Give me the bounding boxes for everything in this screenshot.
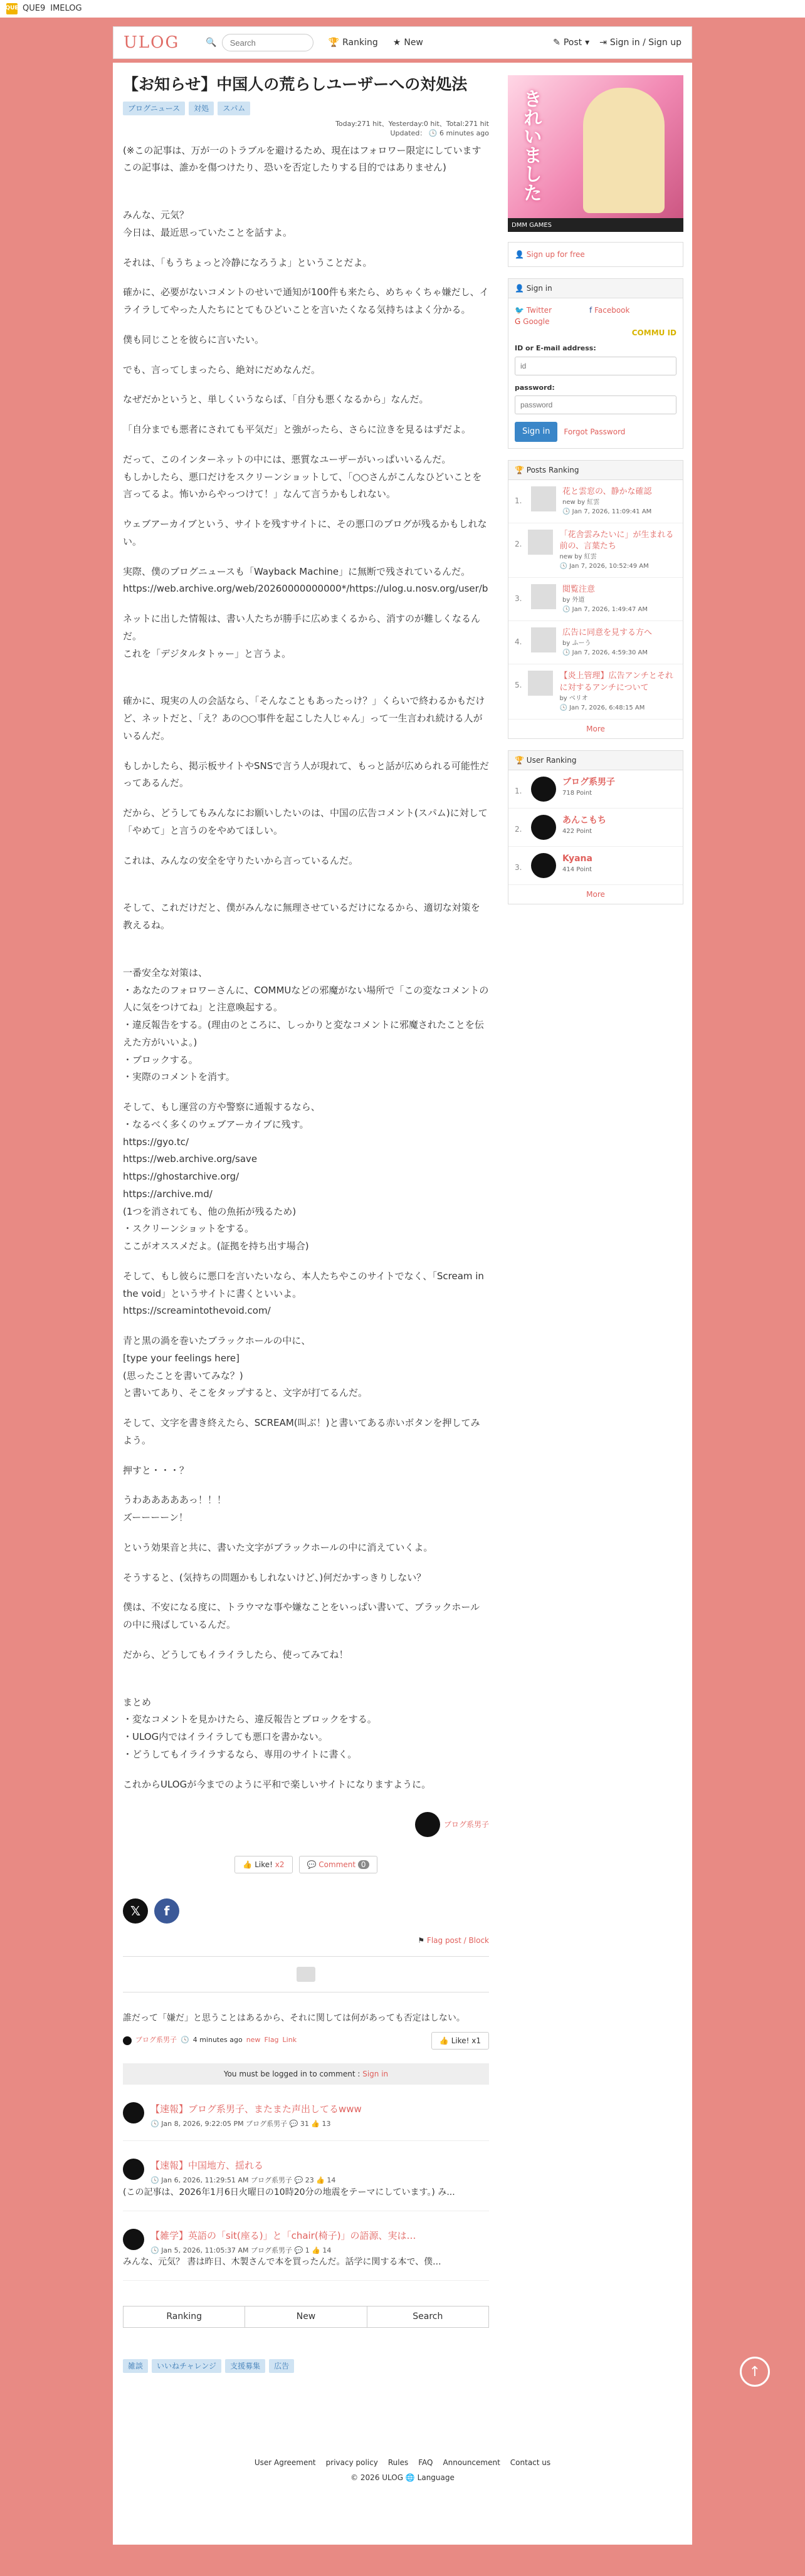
paragraph: それは、「もうちょっと冷静になろうよ」ということだよ。 bbox=[123, 256, 372, 268]
paragraph: そして、もし彼らに悪口を言いたいなら、本人たちやこのサイトでなく、「Scream in the void」というサイトに書くといいよ。 https://screamintothevoid.com/ bbox=[123, 1270, 484, 1317]
divider bbox=[123, 1956, 489, 1957]
related-post-title[interactable]: 【速報】中国地方、揺れる bbox=[150, 2160, 264, 2172]
bottom-tags bbox=[123, 2359, 489, 2373]
search-input[interactable] bbox=[222, 34, 313, 51]
footer-link[interactable]: User Agreement bbox=[254, 2458, 316, 2467]
bottom-tag[interactable]: 支援募集 bbox=[225, 2359, 265, 2373]
sidebar bbox=[508, 75, 683, 916]
flag-post-link[interactable]: ⚑ Flag post / Block bbox=[418, 1936, 489, 1945]
signup-card bbox=[508, 242, 683, 267]
topstrip-item-que9[interactable]: QUE9 bbox=[23, 4, 46, 14]
comment-author[interactable]: ブログ系男子 bbox=[135, 2036, 177, 2045]
bottom-tag[interactable]: いいねチャレンジ bbox=[152, 2359, 221, 2373]
related-post-excerpt: (この記事は、2026年1月6日火曜日の10時20分の地震をテーマにしています。) み... bbox=[123, 2187, 455, 2197]
paragraph: 押すと・・・？ bbox=[123, 1464, 189, 1476]
related-post-excerpt: みんな、元気？ 書は昨日、木製さんで本を買ったんだ。話学に関する本で、僕... bbox=[123, 2257, 441, 2268]
paragraph-gap bbox=[123, 675, 489, 693]
post-rank-author: by ふーう bbox=[562, 640, 591, 647]
paragraph: 一番安全な対策は、 ・あなたのフォロワーさんに、COMMUなどの邪魔がない場所で「この変なコメントの人に気をつけてね」と注意喚起する。 ・違反報告をする。(理由のところに、しっかりと変なコメントに邪魔されたことを伝えた方がいいよ。) ・ブロックする。 ・実際のコメントを消す。 bbox=[123, 966, 489, 1083]
article-title: 【お知らせ】中国人の荒らしユーザーへの対処法 bbox=[123, 75, 468, 93]
paragraph-gap bbox=[123, 189, 489, 207]
reaction-buttons bbox=[123, 1856, 489, 1873]
language-link[interactable]: Language bbox=[417, 2473, 455, 2482]
chevron-down-icon: ▾ bbox=[585, 37, 590, 48]
users-more-link[interactable]: More bbox=[586, 889, 605, 899]
user-rank-item[interactable] bbox=[508, 770, 683, 809]
paragraph: みんな、元気？ 今日は、最近思っていたことを話すよ。 bbox=[123, 209, 293, 238]
signin-icon: ⇥ bbox=[599, 37, 607, 48]
clock-icon: 🕓 bbox=[428, 129, 438, 138]
rank-number: 3. bbox=[515, 594, 522, 604]
new-badge: new bbox=[246, 2036, 261, 2045]
pager-search[interactable]: Search bbox=[413, 2312, 443, 2322]
post-rank-title[interactable]: 【炎上管理】広告アンチとそれに対するアンチについて bbox=[559, 671, 673, 693]
thumbs-up-icon: 👍 bbox=[439, 2036, 449, 2045]
paragraph: 確かに、現実の人の会話なら、「そんなこともあったっけ？」くらいで終わるかもだけど、ネットだと、「え？あの○○事件を起こした人じゃん」って一生言われ続ける人がいるんだ。 bbox=[123, 695, 485, 741]
tag-badge[interactable]: ブログニュース bbox=[123, 102, 185, 115]
post-thumbnail[interactable] bbox=[528, 671, 553, 696]
bottom-tag[interactable]: 雑談 bbox=[123, 2359, 148, 2373]
que-logo[interactable]: QUE bbox=[6, 3, 18, 14]
post-rank-date: 🕓 Jan 7, 2026, 1:49:47 AM bbox=[562, 606, 648, 614]
user-rank-item[interactable] bbox=[508, 847, 683, 885]
footer-link[interactable]: Contact us bbox=[510, 2458, 551, 2467]
tag-badge[interactable]: スパム bbox=[218, 102, 250, 115]
login-notice: You must be logged in to comment : Sign in bbox=[123, 2063, 489, 2085]
facebook-login[interactable]: Facebook bbox=[594, 306, 630, 315]
related-post-content bbox=[150, 2159, 335, 2186]
globe-icon: 🌐 bbox=[405, 2473, 415, 2482]
ad-banner[interactable] bbox=[508, 75, 683, 232]
pager-ranking[interactable]: Ranking bbox=[124, 2306, 245, 2327]
related-post bbox=[123, 2102, 489, 2142]
post-rank-date: 🕓 Jan 7, 2026, 11:09:41 AM bbox=[562, 508, 652, 515]
rank-number: 2. bbox=[515, 824, 522, 834]
comment-button[interactable]: 💬 Comment 0 bbox=[299, 1856, 377, 1873]
bottom-tag[interactable]: 広告 bbox=[269, 2359, 294, 2373]
paragraph-gap bbox=[123, 882, 489, 899]
paragraph: そして、これだけだと、僕がみんなに無理させているだけになるから、適切な対策を教えるね。 bbox=[123, 902, 480, 931]
comment-icon: 💬 bbox=[307, 1860, 317, 1870]
x-share-icon[interactable]: 𝕏 bbox=[123, 1898, 148, 1924]
article-stats: Today:271 hit、Yesterday:0 hit、Total:271 hit bbox=[335, 119, 489, 128]
rank-number: 1. bbox=[515, 786, 522, 795]
author-name[interactable]: ブログ系男子 bbox=[443, 1820, 489, 1830]
trophy-icon: 🏆 bbox=[515, 465, 524, 474]
footer bbox=[0, 2457, 805, 2483]
paragraph: (※この記事は、万が一のトラブルを避けるため、現在はフォロワー限定にしています この記事は、誰かを傷つけたり、恐いを否定したりする目的ではありません) bbox=[123, 144, 481, 174]
article-author[interactable] bbox=[123, 1812, 489, 1837]
rank-number: 4. bbox=[515, 637, 522, 647]
footer-link[interactable]: FAQ bbox=[418, 2458, 433, 2467]
user-rank-item[interactable] bbox=[508, 809, 683, 847]
post-rank-author: by 外道 bbox=[562, 597, 585, 604]
post-thumbnail[interactable] bbox=[528, 530, 553, 555]
rank-number: 2. bbox=[515, 539, 522, 548]
password-label: password: bbox=[515, 383, 555, 392]
related-post-meta: 🕓 Jan 5, 2026, 11:05:37 AM ブログ系男子 💬 1 👍 14 bbox=[150, 2246, 332, 2254]
nav-ranking[interactable]: 🏆 Ranking bbox=[329, 36, 378, 50]
comment-link[interactable]: Link bbox=[282, 2036, 297, 2045]
nav-new[interactable]: ★ New bbox=[393, 36, 423, 50]
star-icon: ★ bbox=[392, 37, 401, 48]
paragraph: なぜだかというと、単しくいうならば、「自分も悪くなるから」なんだ。 bbox=[123, 394, 429, 406]
paragraph: これからULOGが今までのように平和で楽しいサイトになりますように。 bbox=[123, 1778, 431, 1790]
navbar bbox=[113, 26, 692, 59]
paragraph-gap bbox=[123, 947, 489, 965]
paragraph: もしかしたら、掲示板サイトやSNSで言う人が現れて、もっと話が広められる可能性だってあるんだ。 bbox=[123, 760, 489, 789]
related-post-meta: 🕓 Jan 8, 2026, 9:22:05 PM ブログ系男子 💬 31 👍 13 bbox=[150, 2119, 331, 2128]
related-post-title[interactable]: 【速報】ブログ系男子、またまた声出してるwww bbox=[150, 2103, 362, 2115]
user-rank-info bbox=[562, 853, 592, 875]
topstrip-item-imelog[interactable]: IMELOG bbox=[50, 4, 82, 14]
user-rank-points: 414 Point bbox=[562, 866, 592, 874]
trophy-icon: 🏆 bbox=[515, 755, 524, 765]
posts-more-link[interactable]: More bbox=[586, 724, 605, 733]
like-button[interactable]: 👍 Like! x2 bbox=[234, 1856, 292, 1873]
user-rank-info bbox=[562, 815, 606, 837]
post-rank-item[interactable] bbox=[508, 664, 683, 719]
top-strip bbox=[0, 0, 805, 18]
related-avatar[interactable] bbox=[123, 2102, 144, 2123]
post-rank-info bbox=[559, 671, 676, 712]
scroll-top-icon[interactable]: ↑ bbox=[740, 2357, 770, 2387]
post-rank-item[interactable] bbox=[508, 480, 683, 523]
post-rank-item[interactable] bbox=[508, 621, 683, 664]
post-rank-info bbox=[562, 486, 651, 516]
related-post bbox=[123, 2229, 489, 2281]
paragraph: ネットに出した情報は、書い人たちが勝手に広めまくるから、消すのが難しくなるんだ。 これを「デジタルタトゥー」と言うよ。 bbox=[123, 613, 481, 659]
related-post-content bbox=[150, 2229, 416, 2256]
paragraph: そして、もし運営の方や警察に通報するなら、 ・なるべく多くのウェブアーカイブに残す。 https://gyo.tc/ https://web.archive.org/save https://ghostarchive.org/ https://archive.md/ (1つを消されても、他の魚拓が残るため) ・スクリーンショットをする。 ここがオススメだよ。(証拠を持ち出す場合) bbox=[123, 1101, 320, 1252]
nav-post[interactable]: ✎ Post ▾ bbox=[553, 36, 589, 50]
paragraph: うわあああああっ！！！ ズーーーーン！ bbox=[123, 1494, 226, 1524]
signin-card: 👤 Sign in 🐦 Twitter G Google f Facebook COMMU ID ID or E-mail address: id password: password Sign in Forgot Password bbox=[508, 278, 683, 449]
paragraph-gap bbox=[123, 1677, 489, 1694]
user-avatar[interactable] bbox=[531, 777, 556, 802]
related-posts bbox=[123, 2102, 489, 2281]
nav-signin[interactable]: ⇥ Sign in / Sign up bbox=[599, 36, 681, 50]
paragraph: 青と黒の渦を巻いたブラックホールの中に、 [type your feelings here] (思ったことを書いてみな？) と書いてあり、そこをタップすると、文字が打てるんだ。 bbox=[123, 1335, 368, 1399]
post-rank-item[interactable] bbox=[508, 578, 683, 621]
related-avatar[interactable] bbox=[123, 2159, 144, 2180]
article-meta bbox=[123, 119, 489, 139]
article-body bbox=[123, 142, 489, 1794]
post-rank-title[interactable]: 閲覧注意 bbox=[562, 585, 596, 595]
updated-label: Updated： bbox=[390, 129, 427, 138]
post-rank-author: new by 紅雲 bbox=[559, 553, 597, 561]
paragraph: これは、みんなの安全を守りたいから言っているんだ。 bbox=[123, 854, 359, 866]
facebook-share-icon[interactable]: f bbox=[154, 1898, 179, 1924]
brand-logo[interactable]: ULOG bbox=[124, 33, 180, 52]
author-avatar[interactable] bbox=[415, 1812, 440, 1837]
posts-ranking-card: 🏆 Posts Ranking 1. 花と雲窓の、静かな確認 new by 紅雲 🕓 Jan 7, 2026, 11:09:41 AM 2. 「花舎雲みたいに」が生まれる前の、言葉たち new by 紅雲 🕓 Jan 7, 2026, 10:52:49 AM 3. 閲覧注意 by 外道 🕓 Jan 7, 2026, 1:49:47 AM 4. 広告に同意を見する方へ by ふーう 🕓 Jan 7, 2026, 4:59:30 AM 5. 【炎上管理】広告アンチとそれに対するアンチについて by ベリオ 🕓 Jan 7, 2026, 6:48:15 AM More bbox=[508, 460, 683, 739]
banner-footer: DMM GAMES bbox=[508, 218, 683, 232]
post-thumbnail[interactable] bbox=[531, 584, 556, 609]
related-post bbox=[123, 2159, 489, 2211]
password-field[interactable] bbox=[515, 395, 676, 414]
paragraph: まとめ ・変なコメントを見かけたら、違反報告とブロックをする。 ・ULOG内ではイライラしても悪口を書かない。 ・どうしてもイライラするなら、専用のサイトに書く。 bbox=[123, 1696, 377, 1760]
google-login[interactable]: Google bbox=[523, 317, 550, 326]
user-rank-points: 422 Point bbox=[562, 828, 592, 835]
comment-flag[interactable]: Flag bbox=[264, 2036, 279, 2045]
signin-button[interactable]: Sign in bbox=[515, 422, 557, 442]
post-rank-title[interactable]: 「花舎雲みたいに」が生まれる前の、言葉たち bbox=[559, 530, 674, 551]
id-field[interactable] bbox=[515, 357, 676, 375]
post-rank-item[interactable] bbox=[508, 523, 683, 578]
paragraph: ウェブアーカイブという、サイトを残すサイトに、その悪口のブログが残るかもしれない。 bbox=[123, 518, 487, 547]
related-post-content bbox=[150, 2102, 362, 2130]
forgot-password-link[interactable]: Forgot Password bbox=[564, 427, 626, 436]
user-rank-points: 718 Point bbox=[562, 790, 592, 797]
footer-link[interactable]: Rules bbox=[387, 2458, 409, 2467]
paragraph: 「自分までも悪者にされても平気だ」と強がったら、さらに泣きを見るはずだよ。 bbox=[123, 424, 471, 436]
user-plus-icon: 👤 bbox=[515, 250, 524, 259]
user-avatar[interactable] bbox=[531, 815, 556, 840]
post-thumbnail[interactable] bbox=[531, 627, 556, 652]
user-rank-info bbox=[562, 777, 615, 798]
paragraph: だから、どうしてもみんなにお願いしたいのは、中国の広告コメント(スパム)に対して「やめて」と言うのをやめてほしい。 bbox=[123, 807, 488, 836]
comment-avatar[interactable] bbox=[123, 2036, 132, 2045]
pencil-icon: ✎ bbox=[553, 37, 560, 48]
comments-icon bbox=[297, 1967, 315, 1982]
user-avatar[interactable] bbox=[531, 853, 556, 878]
copyright: © 2026 ULOG bbox=[350, 2473, 404, 2482]
commu-id-logo[interactable]: COMMU ID bbox=[631, 328, 676, 337]
id-label: ID or E-mail address: bbox=[515, 344, 596, 352]
google-icon: G bbox=[515, 317, 521, 326]
pager bbox=[123, 2306, 489, 2328]
user-rank-name[interactable]: ブログ系男子 bbox=[562, 777, 615, 787]
updated-ago: 6 minutes ago bbox=[439, 129, 489, 138]
post-rank-title[interactable]: 広告に同意を見する方へ bbox=[562, 628, 653, 638]
signup-link[interactable]: Sign up for free bbox=[526, 250, 585, 259]
user-ranking-card: 🏆 User Ranking 1. ブログ系男子 718 Point 2. あんこもち 422 Point 3. Kyana 414 Point More bbox=[508, 750, 683, 904]
facebook-icon: f bbox=[589, 306, 592, 315]
twitter-login[interactable]: Twitter bbox=[526, 306, 552, 315]
user-rank-name[interactable]: Kyana bbox=[562, 853, 592, 864]
post-rank-date: 🕓 Jan 7, 2026, 6:48:15 AM bbox=[559, 704, 645, 711]
pager-new[interactable]: New bbox=[245, 2306, 367, 2327]
paragraph: 実際、僕のブログニュースも「Wayback Machine」に無断で残されているんだ。 https://web.archive.org/web/20260000000000*/https://ulog.u.nosv.org/user/b bbox=[123, 565, 488, 595]
paragraph: そして、文字を書き終えたら、SCREAM(叫ぶ！)と書いてある赤いボタンを押してみよう。 bbox=[123, 1417, 480, 1446]
user-rank-name[interactable]: あんこもち bbox=[562, 815, 606, 825]
rank-number: 1. bbox=[515, 496, 522, 505]
post-rank-info bbox=[559, 530, 676, 571]
footer-link[interactable]: privacy policy bbox=[325, 2458, 378, 2467]
comment-like-button[interactable]: 👍 Like! x1 bbox=[431, 2032, 489, 2050]
user-icon: 👤 bbox=[515, 284, 524, 293]
paragraph: 僕は、不安になる度に、トラウマな事や嫌なことをいっぱい書いて、ブラックホールの中に飛ばしているんだ。 bbox=[123, 1601, 480, 1631]
comment-time: 4 minutes ago bbox=[192, 2036, 243, 2045]
tag-list bbox=[123, 102, 489, 115]
share-buttons bbox=[123, 1898, 489, 1924]
paragraph: だから、どうしてもイライラしたら、使ってみてね！ bbox=[123, 1648, 349, 1660]
post-rank-date: 🕓 Jan 7, 2026, 4:59:30 AM bbox=[562, 649, 648, 657]
related-post-row bbox=[123, 2102, 489, 2130]
comment-text: 誰だって「嫌だ」と思うことはあるから、それに関しては何があっても否定はしない。 bbox=[123, 2013, 465, 2024]
post-rank-date: 🕓 Jan 7, 2026, 10:52:49 AM bbox=[559, 563, 649, 570]
related-post-meta: 🕓 Jan 6, 2026, 11:29:51 AM ブログ系男子 💬 23 👍 14 bbox=[150, 2176, 336, 2185]
footer-links bbox=[0, 2457, 805, 2468]
twitter-icon: 🐦 bbox=[515, 306, 524, 315]
paragraph: だって、このインターネットの中には、悪質なユーザーがいっぱいいるんだ。 もしかしたら、悪口だけをスクリーンショットして、「○○さんがこんなひどいことを言ってるよ。怖いからやっつけて！」なんて言うかもしれない。 bbox=[123, 453, 482, 500]
rank-number: 3. bbox=[515, 862, 522, 872]
paragraph: そうすると、(気持ちの問題かもしれないけど、)何だかすっきりしない？ bbox=[123, 1571, 426, 1583]
paragraph: という効果音と共に、書いた文字がブラックホールの中に消えていくよ。 bbox=[123, 1541, 433, 1553]
paragraph: でも、言ってしまったら、絶対にだめなんだ。 bbox=[123, 364, 321, 375]
related-post-title[interactable]: 【雑学】英語の「sit(座る)」と「chair(椅子)」の語源、実は… bbox=[150, 2229, 416, 2241]
footer-link[interactable]: Announcement bbox=[443, 2458, 500, 2467]
banner-illustration bbox=[583, 88, 665, 213]
post-thumbnail[interactable] bbox=[531, 486, 556, 511]
main-column bbox=[123, 73, 489, 2373]
login-link[interactable]: Sign in bbox=[362, 2069, 389, 2078]
related-avatar[interactable] bbox=[123, 2229, 144, 2250]
flag-icon: ⚑ bbox=[418, 1936, 425, 1945]
page-container bbox=[113, 63, 692, 2545]
thumbs-up-icon: 👍 bbox=[243, 1860, 253, 1870]
related-post-row bbox=[123, 2159, 489, 2186]
post-rank-info bbox=[562, 627, 652, 657]
clock-icon: 🕓 bbox=[181, 2036, 189, 2045]
banner-title: きれいました bbox=[520, 89, 542, 202]
tag-badge[interactable]: 対処 bbox=[189, 102, 214, 115]
post-rank-author: new by 紅雲 bbox=[562, 498, 600, 506]
trophy-icon: 🏆 bbox=[328, 37, 340, 48]
paragraph: 僕も同じことを彼らに言いたい。 bbox=[123, 333, 265, 345]
post-rank-info bbox=[562, 584, 648, 614]
related-post-row bbox=[123, 2229, 489, 2256]
paragraph: 確かに、必要がないコメントのせいで通知が100件も来たら、めちゃくちゃ嫌だし、イライラしてやった人たちにとてもひどいことを言いたくなる気持ちはよく分かる。 bbox=[123, 286, 489, 316]
search-icon[interactable]: 🔍 bbox=[206, 37, 217, 48]
rank-number: 5. bbox=[515, 681, 522, 690]
post-rank-title[interactable]: 花と雲窓の、静かな確認 bbox=[562, 486, 652, 496]
comment-meta bbox=[123, 2032, 489, 2050]
comment-item bbox=[123, 2011, 489, 2049]
post-rank-author: by ベリオ bbox=[559, 694, 588, 702]
